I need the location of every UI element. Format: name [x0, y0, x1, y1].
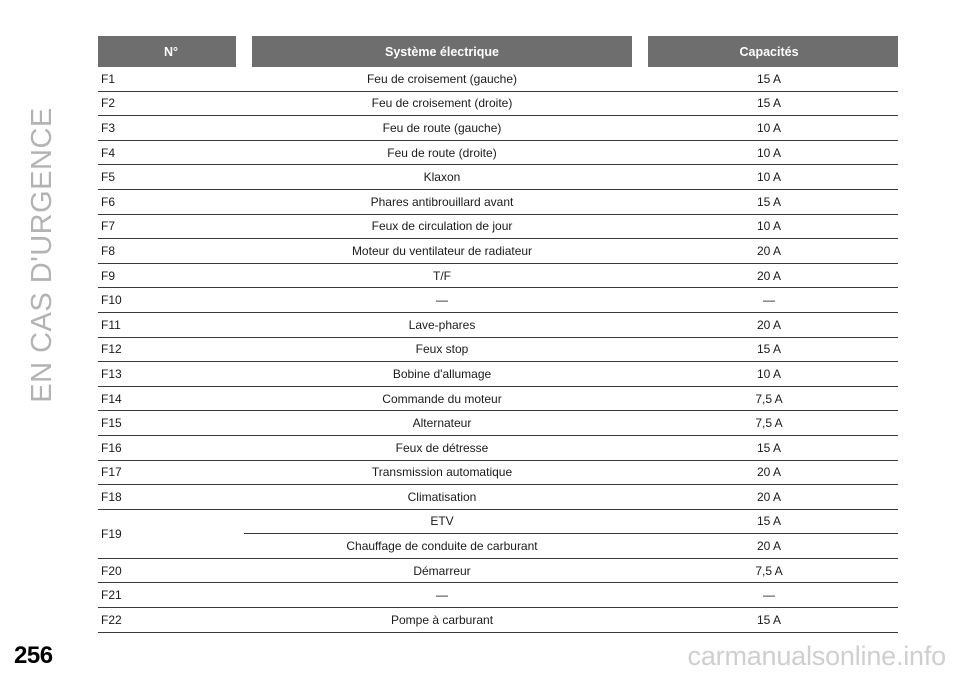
capacity: —	[640, 288, 898, 313]
table-row	[98, 485, 898, 510]
capacity: 15 A	[640, 337, 898, 362]
capacity: 20 A	[640, 312, 898, 337]
fuse-number: F14	[98, 386, 244, 411]
capacity: 15 A	[640, 435, 898, 460]
capacity: 10 A	[640, 362, 898, 387]
table-row	[98, 140, 898, 165]
table-row	[98, 91, 898, 116]
fuse-number: F17	[98, 460, 244, 485]
section-title-vertical: EN CAS D'URGENCE	[26, 107, 58, 403]
electrical-system: Feux de circulation de jour	[244, 214, 640, 239]
electrical-system: Feu de croisement (droite)	[244, 91, 640, 116]
table-row	[98, 460, 898, 485]
table-row	[98, 67, 898, 91]
table-row	[98, 435, 898, 460]
table-row	[98, 116, 898, 141]
header-system: Système électrique	[244, 36, 640, 67]
electrical-system: ETV	[244, 509, 640, 534]
watermark-logo: carmanualsonline.info	[687, 641, 946, 671]
table-row	[98, 608, 898, 633]
electrical-system: Feux de détresse	[244, 435, 640, 460]
electrical-system: Commande du moteur	[244, 386, 640, 411]
table-row	[98, 386, 898, 411]
electrical-system: —	[244, 288, 640, 313]
table-row	[98, 312, 898, 337]
fuse-number: F22	[98, 608, 244, 633]
fuse-number: F2	[98, 91, 244, 116]
fuse-number: F11	[98, 312, 244, 337]
capacity: —	[640, 583, 898, 608]
capacity: 7,5 A	[640, 386, 898, 411]
table-row	[98, 362, 898, 387]
electrical-system: Klaxon	[244, 165, 640, 190]
table-row	[98, 165, 898, 190]
table-row	[98, 509, 898, 534]
fuse-number: F19	[98, 509, 244, 558]
capacity: 15 A	[640, 189, 898, 214]
fuse-number: F10	[98, 288, 244, 313]
capacity: 7,5 A	[640, 558, 898, 583]
fuse-number: F7	[98, 214, 244, 239]
header-number: N°	[98, 36, 244, 67]
capacity: 20 A	[640, 485, 898, 510]
fuse-number: F12	[98, 337, 244, 362]
capacity: 10 A	[640, 165, 898, 190]
electrical-system: Lave-phares	[244, 312, 640, 337]
electrical-system: Moteur du ventilateur de radiateur	[244, 239, 640, 264]
capacity: 20 A	[640, 460, 898, 485]
electrical-system: Feu de route (gauche)	[244, 116, 640, 141]
fuse-number: F1	[98, 67, 244, 91]
electrical-system: Feux stop	[244, 337, 640, 362]
capacity: 10 A	[640, 214, 898, 239]
capacity: 10 A	[640, 140, 898, 165]
capacity: 20 A	[640, 263, 898, 288]
capacity: 20 A	[640, 239, 898, 264]
electrical-system: Bobine d'allumage	[244, 362, 640, 387]
electrical-system: Démarreur	[244, 558, 640, 583]
table-row	[98, 337, 898, 362]
fuse-number: F21	[98, 583, 244, 608]
electrical-system: Phares antibrouillard avant	[244, 189, 640, 214]
fuse-number: F4	[98, 140, 244, 165]
electrical-system: Chauffage de conduite de carburant	[244, 534, 640, 559]
table-row	[98, 583, 898, 608]
fuse-number: F13	[98, 362, 244, 387]
electrical-system: —	[244, 583, 640, 608]
electrical-system: Feu de croisement (gauche)	[244, 67, 640, 91]
electrical-system: Alternateur	[244, 411, 640, 436]
electrical-system: Pompe à carburant	[244, 608, 640, 633]
capacity: 15 A	[640, 509, 898, 534]
fuse-number: F9	[98, 263, 244, 288]
capacity: 15 A	[640, 67, 898, 91]
fuse-number: F15	[98, 411, 244, 436]
table-header	[98, 36, 898, 67]
page-number: 256	[14, 642, 53, 669]
electrical-system: Feu de route (droite)	[244, 140, 640, 165]
table-body	[98, 67, 898, 632]
electrical-system: T/F	[244, 263, 640, 288]
fuse-number: F6	[98, 189, 244, 214]
capacity: 10 A	[640, 116, 898, 141]
capacity: 20 A	[640, 534, 898, 559]
capacity: 15 A	[640, 91, 898, 116]
table-row	[98, 411, 898, 436]
fuse-number: F18	[98, 485, 244, 510]
capacity: 7,5 A	[640, 411, 898, 436]
fuse-number: F20	[98, 558, 244, 583]
fuse-number: F16	[98, 435, 244, 460]
table-row	[98, 558, 898, 583]
capacity: 15 A	[640, 608, 898, 633]
fuse-table	[98, 36, 898, 633]
electrical-system: Climatisation	[244, 485, 640, 510]
fuse-number: F5	[98, 165, 244, 190]
table-row	[98, 239, 898, 264]
table-row	[98, 288, 898, 313]
table-row	[98, 214, 898, 239]
header-capacity: Capacités	[640, 36, 898, 67]
fuse-number: F3	[98, 116, 244, 141]
table-row	[98, 189, 898, 214]
electrical-system: Transmission automatique	[244, 460, 640, 485]
fuse-number: F8	[98, 239, 244, 264]
table-row	[98, 263, 898, 288]
